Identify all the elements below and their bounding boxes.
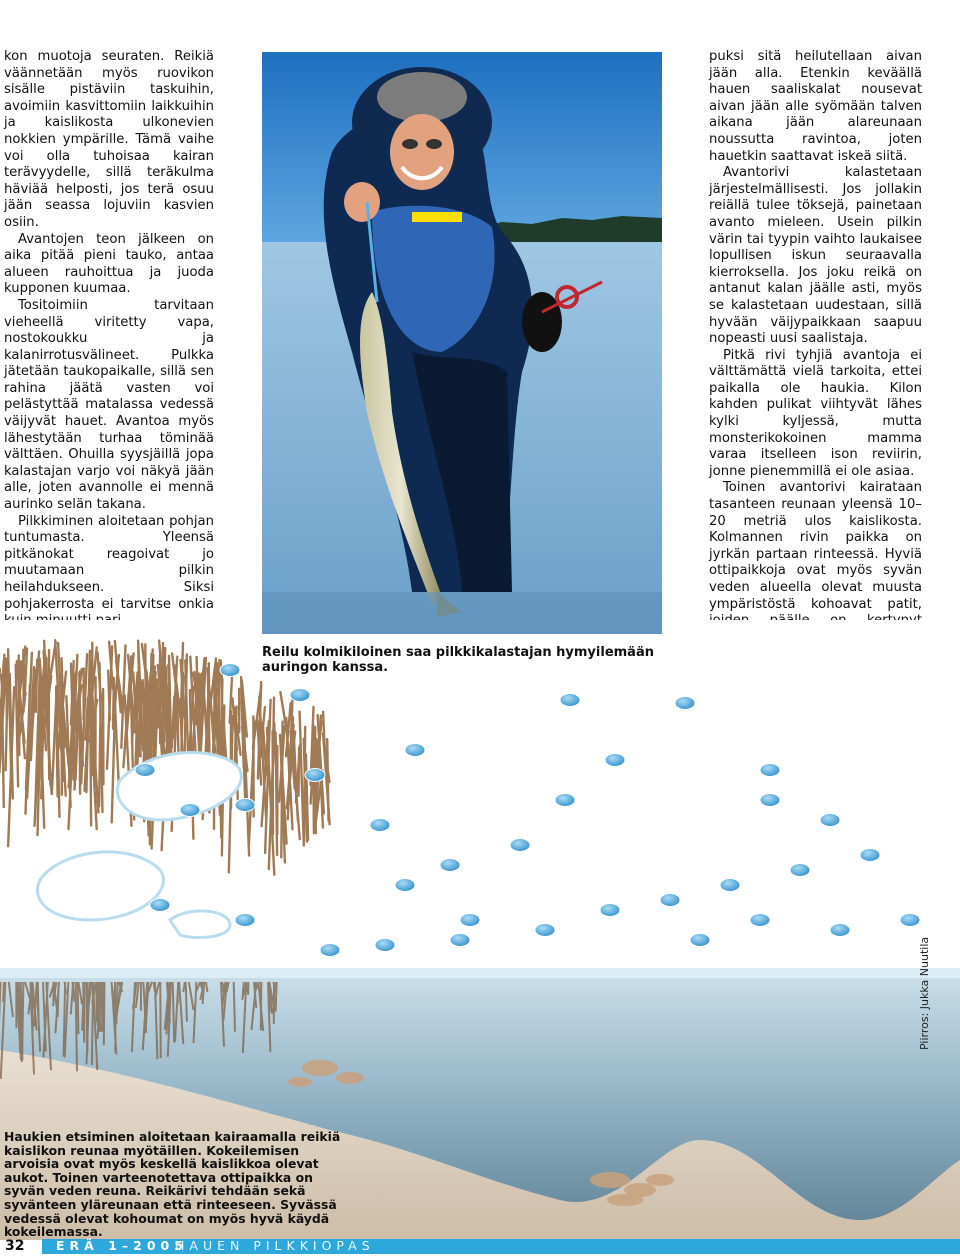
ice-hole <box>900 914 920 927</box>
ice-hole <box>750 914 770 927</box>
reed-root <box>78 982 79 1034</box>
yellow-gaff <box>412 212 462 222</box>
ice-hole <box>690 934 710 947</box>
ice-hole <box>820 814 840 827</box>
reed-root <box>102 982 103 1030</box>
ice-hole <box>220 664 240 677</box>
ice-hole <box>760 794 780 807</box>
left-text-column <box>4 49 214 696</box>
ice-hole <box>555 794 575 807</box>
ice-hole <box>830 924 850 937</box>
illustration-credit: Piirros: Jukka Nuutila <box>918 936 931 1050</box>
ice-hole <box>660 894 680 907</box>
reed-root <box>246 982 247 992</box>
ice-hole <box>305 769 325 782</box>
ice-hole <box>510 839 530 852</box>
paragraph: kon muotoja seuraten. Reikiä väännetään myös ruovikon sisälle pistäviin taskuihin, avoimiin kasvittomiin laikkuihin ja kaislikosta ulkonevien nokkien ympärille. Tämä vaihe voi olla tuhoisaa kairan terävyydelle, sillä teräkulma häviää helposti, jos terä osuu jään seassa lojuviin kasvien osiin. <box>4 49 214 230</box>
ice-hole <box>460 914 480 927</box>
section-label: HAUEN PILKKIOPAS <box>175 1238 375 1253</box>
ice-hole <box>560 694 580 707</box>
angler-with-pike-photo <box>262 52 662 634</box>
ice-hole <box>720 879 740 892</box>
magazine-label: ERÄ 1–2005 <box>56 1238 188 1253</box>
reed-stem <box>108 671 110 720</box>
ice-hole <box>450 934 470 947</box>
reed-root <box>116 982 117 1024</box>
ice-hole <box>370 819 390 832</box>
paragraph: Toinen avantorivi kairataan tasanteen reunaan yleensä 10–20 metriä ulos kaislikosta. Kolmannen rivin paikka on jyrkän partaan rinteessä. Hyviä ottipaikkoja ovat myös syvän veden alueella olevat muusta ympäristöstä kohoavat patit, <box>709 480 922 612</box>
paragraph: Avantojen teon jälkeen on aika pitää pieni tauko, antaa alueen rauhoittua ja juoda kupponen kuumaa. <box>4 231 214 297</box>
ice-hole <box>150 899 170 912</box>
ice-hole <box>600 904 620 917</box>
reed-root <box>178 982 179 1004</box>
ice-hole <box>860 849 880 862</box>
reed-root <box>206 982 207 992</box>
page-number: 32 <box>5 1238 25 1254</box>
paragraph: Tositoimiin tarvitaan vieheellä viritetty vapa, nostokoukku ja kalanirrotusvälineet. Pulkka jätetään taukopaikalle, sillä sen rahina jäätä vasten voi pelästyttää matalassa vedessä väijyvät hauet. Avantoa myös lähestytään turhaa töminää välttäen. Ohuilla syysjäillä jopa kalastajan varjo voi näkyä jään alle, joten avannolle ei mennä aurinko selän takana. <box>4 297 214 513</box>
reed-stem <box>274 723 276 766</box>
hand <box>344 182 380 222</box>
ice-hole <box>135 764 155 777</box>
illustration-caption: Haukien etsiminen aloitetaan kairaamalla reikiä kaislikon reunaa myötäillen. Kokeilemisen arvoisia ovat myös keskellä kaislikkoa olevat aukot. Toinen varteenotettava ottipaikka on syvän veden reuna. Reikärivi tehdään sekä syvänteen yläreunaan että rinteeseen. Syvässä vedessä olevat kohoumat on myös hyvä käydä kokeilemassa. <box>4 1129 341 1240</box>
paragraph: Pitkä rivi tyhjiä avantoja ei välttämättä vielä tarkoita, ettei paikalla ole haukia. Kilon kahden pulikat viihtyvät lähes kylki kyljessä, mutta monsterikokoinen mamma varaa itselleen ison reviirin, jonne pienemmillä ei ole asiaa. <box>709 347 922 479</box>
reed-root <box>96 982 97 1022</box>
reed-root <box>154 982 155 992</box>
ice-hole <box>440 859 460 872</box>
photo-caption: Reilu kolmikiloinen saa pilkkikalastajan hymyilemään auringon kanssa. <box>262 645 654 675</box>
ice-hole <box>235 914 255 927</box>
paragraph: Pilkkiminen aloitetaan pohjan tuntumasta. Yleensä pitkänokat reagoivat jo muutamaan pilkin heilahdukseen. Siksi pohjakerrosta ei tarvitse onkia <box>4 513 214 612</box>
ice-hole <box>290 689 310 702</box>
ice-hole <box>235 799 255 812</box>
ice-hole <box>395 879 415 892</box>
reed-root <box>234 982 235 1032</box>
ice-hole <box>405 744 425 757</box>
paragraph: Avantorivi kalastetaan järjestelmällisesti. Jos jollakin reiällä tulee töksejä, painetaan avanto mieleen. Usein pilkin värin tai tyypin vaihto laukaisee lopullisen iskun seuraavalla kierroksella. Jos joku reikä on antanut kalan jäälle asti, myös se kalastetaan uudestaan, sillä hyvään väijypaikkaan saapuu nopeasti uusi saalistaja. <box>709 165 922 347</box>
reed-stem <box>177 691 179 761</box>
ice-hole <box>535 924 555 937</box>
ice-hole <box>675 697 695 710</box>
ice-hole <box>375 939 395 952</box>
reed-root <box>243 982 244 998</box>
ice-hole <box>180 804 200 817</box>
reed-root <box>261 982 262 992</box>
ice-hole <box>790 864 810 877</box>
reed-root <box>276 982 277 1012</box>
reed-root <box>186 982 187 1022</box>
reed-stem <box>90 688 91 825</box>
ice-hole <box>320 944 340 957</box>
ice-hole <box>760 764 780 777</box>
paragraph: puksi sitä heilutellaan aivan jään alla. Etenkin keväällä hauen saaliskalat nousevat aivan jään alle syömään talven aikana jään alareunaan noussutta ravintoa, joten hauetkin saattavat iskeä siitä. <box>709 49 922 164</box>
ice-hole <box>605 754 625 767</box>
